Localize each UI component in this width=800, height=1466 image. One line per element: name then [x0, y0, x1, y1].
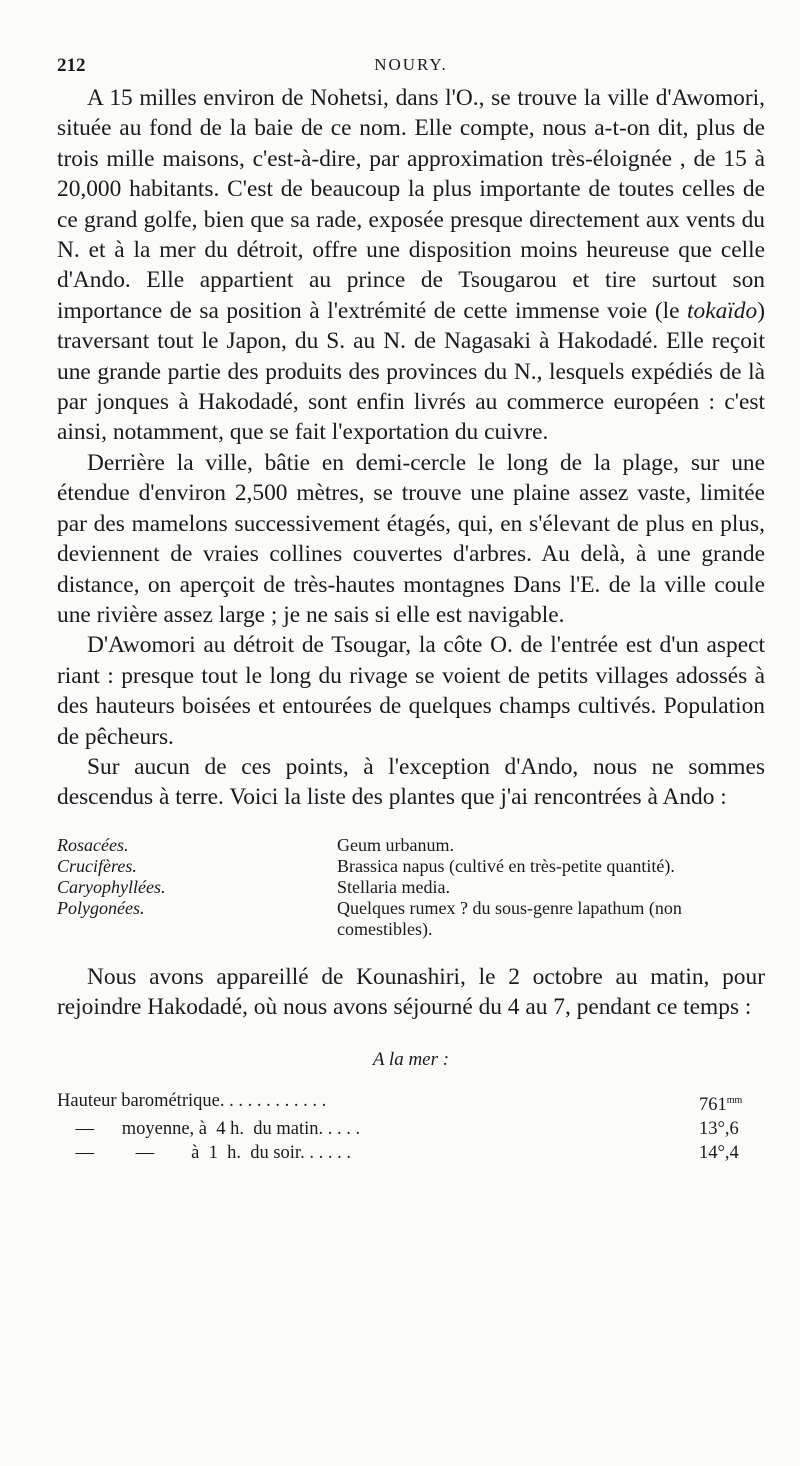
plant-family: Crucifères. [57, 855, 137, 876]
plant-row [57, 835, 765, 856]
paragraph-awomori-text-after: ) traversant tout le Japon, du S. au N. de Nagasaki à Hakodadé. Elle reçoit une grande partie des produits des provinces du N., lesquels expédiés de là par jonques à Hakodadé, sont enfin livrés au commerce européen : c'est ainsi, notamment, que se fait l'exportation du cuivre. [57, 297, 765, 446]
plant-row [57, 877, 765, 898]
plant-species: Geum urbanum. [337, 834, 454, 855]
paragraph-tsougar: D'Awomori au détroit de Tsougar, la côte O. de l'entrée est d'un aspect riant : presque tout le long du rivage se voient de petits villages adossés à des hauteurs boisées et entourées de quelques champs cultivés. Population de pêcheurs. [57, 632, 765, 750]
reading-value: 13°,6 [699, 1118, 739, 1139]
reading-value: 14°,4 [699, 1142, 739, 1163]
plant-family: Rosacées. [57, 834, 129, 855]
reading-label: Hauteur barométrique. . . . . . . . . . . . [57, 1090, 327, 1111]
italic-term-tokaido: tokaïdo [687, 297, 758, 324]
plant-family: Polygonées. [57, 897, 145, 918]
plant-family: Caryophyllées. [57, 876, 166, 897]
reading-value [699, 1089, 765, 1117]
reading-row [57, 1089, 765, 1117]
plant-list [57, 835, 765, 940]
page-number: 212 [57, 55, 86, 76]
page-header [57, 55, 765, 83]
running-head: NOURY. [374, 55, 448, 74]
plant-species: Stellaria media. [337, 876, 450, 897]
plant-species: Brassica napus (cultivé en très-petite quantité). [337, 855, 675, 876]
paragraph-awomori-text-before: A 15 milles environ de Nohetsi, dans l'O., se trouve la ville d'Awomori, située au fond de la baie de ce nom. Elle compte, nous a-t-on dit, plus de trois mille maisons, c'est-à-dire, par approximation très-éloignée , de 15 à 20,000 habitants. C'est de beaucoup la plus importante de toutes celles de ce grand golfe, bien que sa rade, exposée presque directement aux vents du N. et à la mer du détroit, offre une disposition moins heureuse que celle d'Ando. Elle appartient au prince de Tsougarou et tire surtout son importance de sa position à l'extrémité de cette immense voie (le [57, 85, 765, 324]
paragraph-kounashiri: Nous avons appareillé de Kounashiri, le 2 octobre au matin, pour rejoindre Hakodadé, où nous avons séjourné du 4 au 7, pendant ce temps : [57, 963, 765, 1021]
section-title-sea: A la mer : [372, 1048, 450, 1070]
readings-table [57, 1089, 765, 1165]
paragraph-ville: Derrière la ville, bâtie en demi-cercle le long de la plage, sur une étendue d'environ 2,500 mètres, se trouve une plaine assez vaste, limitée par des mamelons successivement étagés, qui, en s'élevant de plus en plus, deviennent de vraies collines couvertes d'arbres. Au delà, à une grande distance, on aperçoit de très-hautes montagnes Dans l'E. de la ville coule une rivière assez large ; je ne sais si elle est navigable. [57, 449, 765, 628]
reading-row [57, 1141, 765, 1165]
plant-row [57, 856, 765, 877]
reading-number: 761 [699, 1094, 727, 1115]
plant-species: Quelques rumex ? du sous-genre lapathum (non comestibles). [337, 897, 682, 939]
paragraph-awomori [57, 83, 765, 448]
reading-row [57, 1117, 765, 1141]
reading-label: — moyenne, à 4 h. du matin. . . . . [57, 1118, 361, 1139]
page [57, 55, 765, 1165]
reading-label: — — à 1 h. du soir. . . . . . [57, 1142, 351, 1163]
plant-row [57, 898, 765, 940]
reading-unit: mm [726, 1094, 743, 1106]
paragraph-ando: Sur aucun de ces points, à l'exception d'Ando, nous ne sommes descendus à terre. Voici la liste des plantes que j'ai rencontrées à Ando : [57, 753, 765, 811]
